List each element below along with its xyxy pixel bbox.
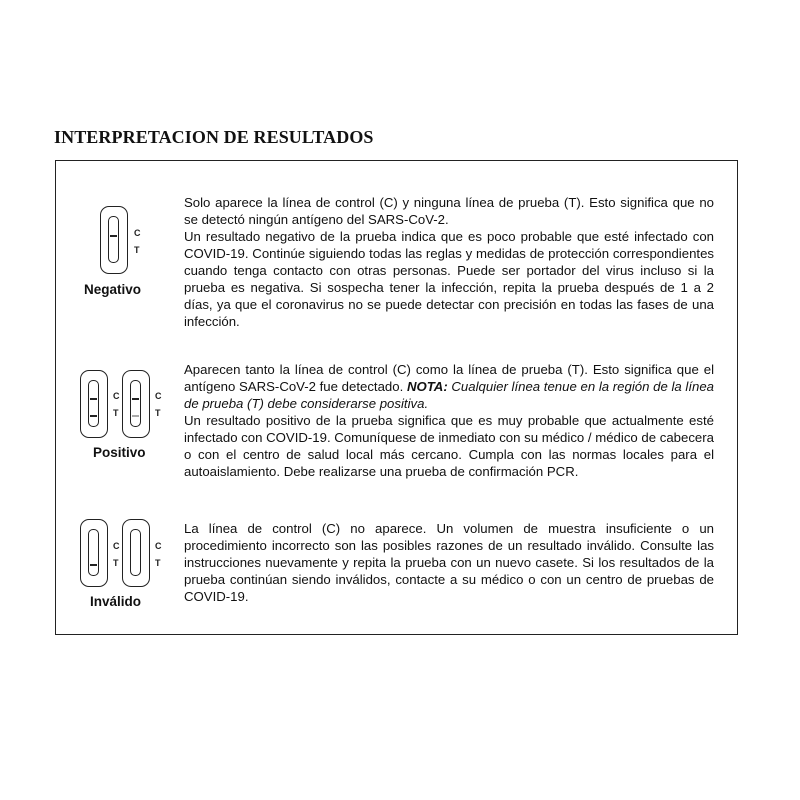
test-marker: T bbox=[155, 408, 161, 418]
test-marker: T bbox=[134, 245, 140, 255]
result-window bbox=[88, 529, 99, 576]
result-window bbox=[108, 216, 119, 263]
faint-test-line bbox=[132, 415, 139, 417]
test-cassette-invalid-test-only bbox=[80, 519, 108, 587]
nota-text: Cualquier línea tenue en la región de la línea de prueba (T) debe considerarse positiva. bbox=[184, 379, 714, 411]
description-invalid bbox=[184, 520, 714, 605]
caption-negative: Negativo bbox=[84, 282, 142, 297]
paragraph: La línea de control (C) no aparece. Un volumen de muestra insuficiente o un procedimiento incorrecto son las posibles razones de un resultado inválido. Consulte las instrucciones nuevamente y repita la prueba con un nuevo casete. Si los resultados de la prueba continúan siendo inválidos, contacte a su médico o con un centro de pruebas de COVID-19. bbox=[184, 521, 714, 604]
nota-label: NOTA: bbox=[406, 379, 448, 394]
control-marker: C bbox=[113, 541, 120, 551]
test-cassette-positive-strong bbox=[80, 370, 108, 438]
control-marker: C bbox=[113, 391, 120, 401]
control-line bbox=[110, 235, 117, 237]
paragraph: Un resultado negativo de la prueba indica que es poco probable que esté infectado con COVID-19. Continúe siguiendo todas las reglas y medidas de protección correspondientes cuando tenga contacto con otras personas. Puede ser portador del virus incluso si la prueba es negativa. Si sospecha tener la infección, repita la prueba después de 1 a 2 días, ya que el coronavirus no se puede detectar con precisión en todas las fases de una infección. bbox=[184, 229, 714, 329]
control-marker: C bbox=[134, 228, 141, 238]
control-line bbox=[90, 398, 97, 400]
caption-positive: Positivo bbox=[93, 445, 146, 460]
test-line bbox=[90, 564, 97, 566]
test-marker: T bbox=[113, 408, 119, 418]
test-cassette-invalid-no-lines bbox=[122, 519, 150, 587]
result-window bbox=[88, 380, 99, 427]
result-window bbox=[130, 529, 141, 576]
control-line bbox=[132, 398, 139, 400]
test-marker: T bbox=[113, 558, 119, 568]
caption-invalid: Inválido bbox=[90, 594, 142, 609]
control-marker: C bbox=[155, 541, 162, 551]
description-positive bbox=[184, 361, 714, 480]
test-cassette-positive-faint bbox=[122, 370, 150, 438]
paragraph: Un resultado positivo de la prueba significa que es muy probable que actualmente esté infectado con COVID-19. Comuníquese de inmediato con su médico / médico de cabecera o con el centro de salud local más cercano. Cumpla con las normas locales para el autoaislamiento. Debe realizarse una prueba de confirmación PCR. bbox=[184, 413, 714, 479]
paragraph bbox=[184, 361, 714, 412]
test-cassette-negative bbox=[100, 206, 128, 274]
paragraph: Solo aparece la línea de control (C) y ninguna línea de prueba (T). Esto significa que no se detectó ningún antígeno del SARS-CoV-2. bbox=[184, 195, 714, 227]
page-title: INTERPRETACION DE RESULTADOS bbox=[54, 127, 374, 147]
results-table bbox=[55, 160, 738, 635]
result-window bbox=[130, 380, 141, 427]
test-marker: T bbox=[155, 558, 161, 568]
paragraph-text: Aparecen tanto la línea de control (C) como la línea de prueba (T). Esto significa que el antígeno SARS-CoV-2 fue detectado. bbox=[184, 362, 714, 394]
test-line bbox=[90, 415, 97, 417]
description-negative bbox=[184, 194, 714, 330]
control-marker: C bbox=[155, 391, 162, 401]
